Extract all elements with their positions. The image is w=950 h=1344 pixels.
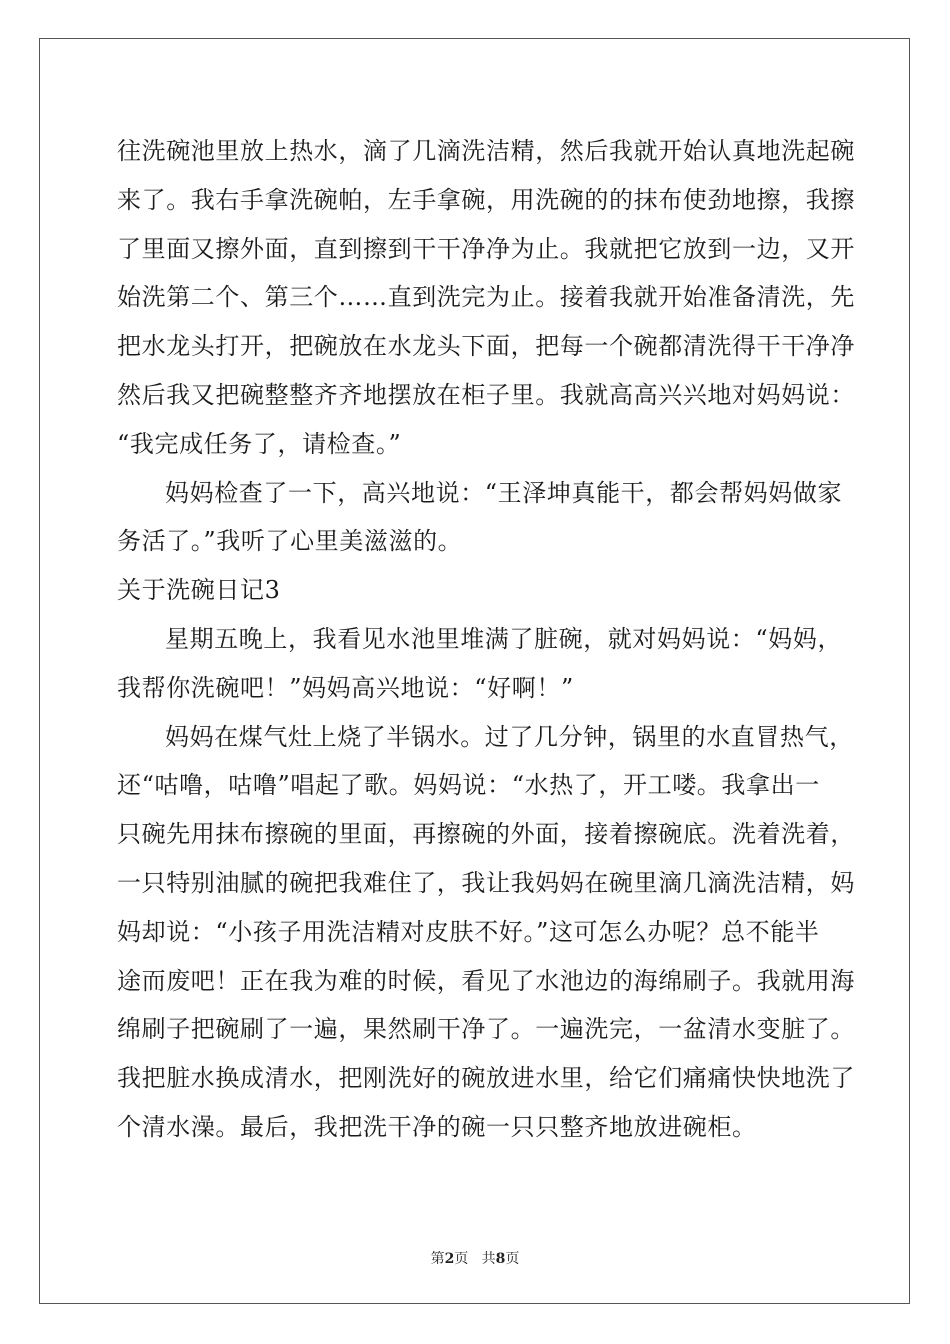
- text-line: 把水龙头打开，把碗放在水龙头下面，把每一个碗都清洗得干干净净: [117, 332, 855, 361]
- text-line: 个清水澡。最后，我把洗干净的碗一只只整齐地放进碗柜。: [117, 1112, 757, 1141]
- document-body: [117, 127, 855, 1152]
- total-pages-number: 8: [495, 1251, 506, 1267]
- current-page-number: 2: [444, 1251, 455, 1267]
- footer-page-suffix: 页: [454, 1251, 469, 1267]
- footer-total-suffix: 页: [505, 1251, 520, 1267]
- text-line: 我把脏水换成清水，把刚洗好的碗放进水里，给它们痛痛快快地洗了: [117, 1064, 855, 1093]
- footer-total-prefix: 共: [481, 1251, 496, 1267]
- section-heading: 关于洗碗日记3: [117, 576, 281, 605]
- paragraph-start-line: 星期五晚上，我看见水池里堆满了脏碗，就对妈妈说：“妈妈，: [165, 624, 843, 653]
- text-line: 我帮你洗碗吧！”妈妈高兴地说：“好啊！”: [117, 673, 574, 702]
- text-line: 然后我又把碗整整齐齐地摆放在柜子里。我就高高兴兴地对妈妈说：: [117, 380, 855, 409]
- text-line: 务活了。”我听了心里美滋滋的。: [117, 527, 463, 556]
- text-line: 始洗第二个、第三个……直到洗完为止。接着我就开始准备清洗，先: [117, 283, 855, 312]
- text-line: 还“咕噜，咕噜”唱起了歌。妈妈说：“水热了，开工喽。我拿出一: [117, 771, 820, 800]
- text-line: 了里面又擦外面，直到擦到干干净净为止。我就把它放到一边，又开: [117, 234, 855, 263]
- paragraph-start-line: 妈妈检查了一下，高兴地说：“王泽坤真能干，都会帮妈妈做家: [165, 478, 843, 507]
- text-line: 一只特别油腻的碗把我难住了，我让我妈妈在碗里滴几滴洗洁精，妈: [117, 868, 855, 897]
- footer-prefix: 第: [430, 1251, 445, 1267]
- text-line: 绵刷子把碗刷了一遍，果然刷干净了。一遍洗完，一盆清水变脏了。: [117, 1015, 855, 1044]
- paragraph-start-line: 妈妈在煤气灶上烧了半锅水。过了几分钟，锅里的水直冒热气，: [165, 722, 854, 751]
- text-line: 只碗先用抹布擦碗的里面，再擦碗的外面，接着擦碗底。洗着洗着，: [117, 820, 855, 849]
- text-line: 往洗碗池里放上热水，滴了几滴洗洁精，然后我就开始认真地洗起碗: [117, 137, 855, 165]
- text-line: 途而废吧！正在我为难的时候，看见了水池边的海绵刷子。我就用海: [117, 966, 855, 995]
- text-line: 来了。我右手拿洗碗帕，左手拿碗，用洗碗的的抹布使劲地擦，我擦: [117, 185, 855, 214]
- page-footer: [0, 1248, 950, 1268]
- text-line: 妈却说：“小孩子用洗洁精对皮肤不好。”这可怎么办呢？总不能半: [117, 917, 820, 946]
- text-line: “我完成任务了，请检查。”: [117, 429, 402, 458]
